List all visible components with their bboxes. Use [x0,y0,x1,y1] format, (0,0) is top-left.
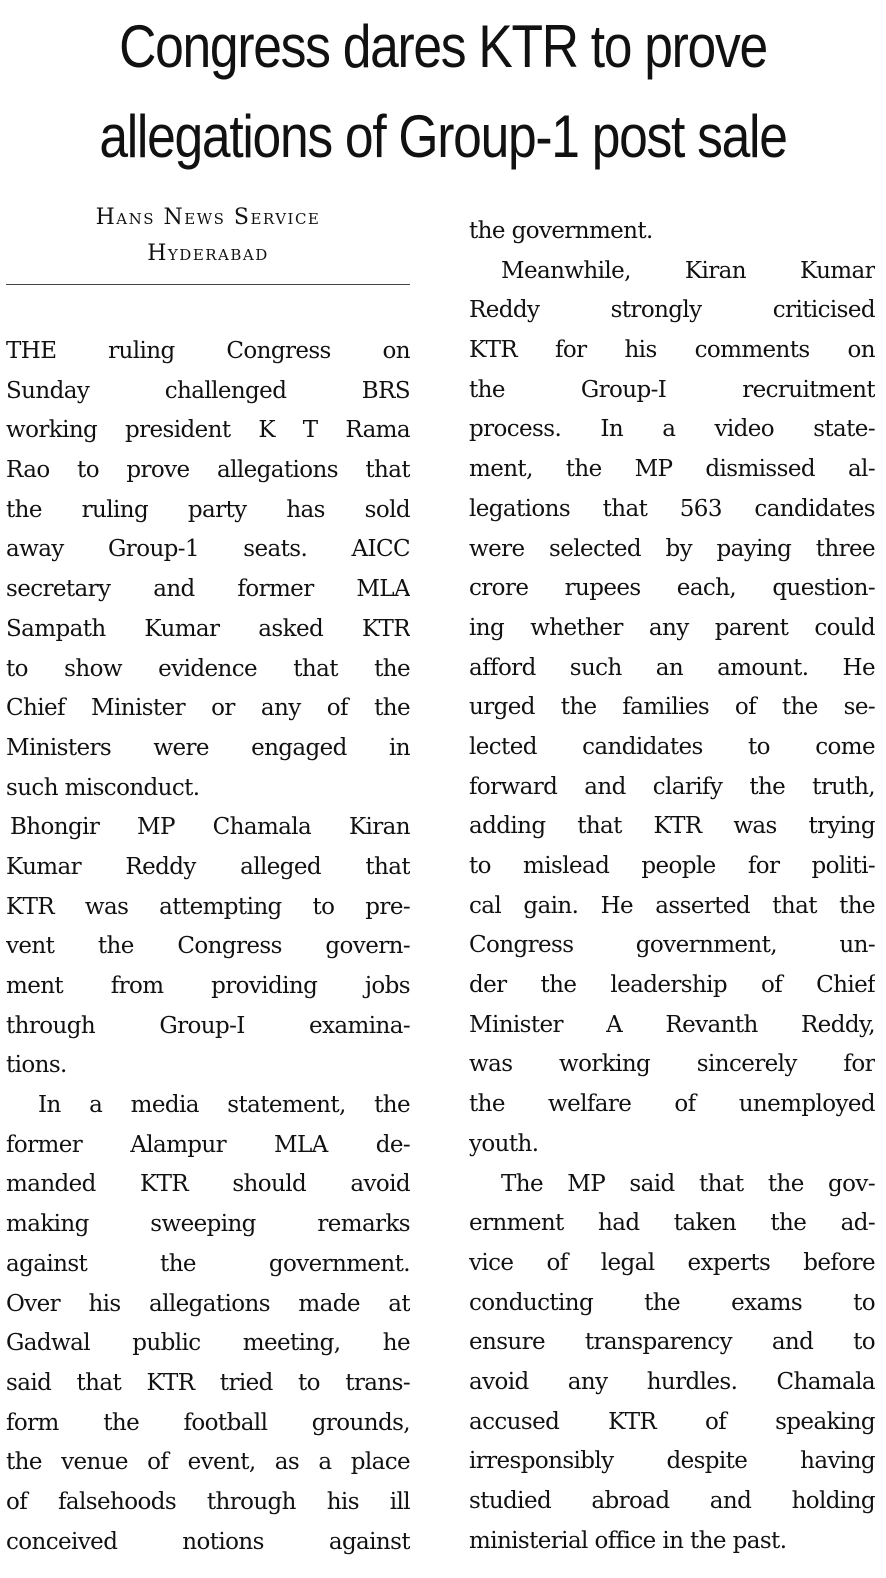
article-line: process. In a video state- [469,416,875,443]
article-line: legations that 563 candidates [469,495,875,522]
article-line: conceived notions against [6,1528,410,1555]
article-line: the government. [469,218,653,244]
article-line: cal gain. He asserted that the [469,892,875,919]
article-line: was working sincerely for [469,1051,875,1078]
article-line: afford such an amount. He [469,654,875,681]
article-line: were selected by paying three [469,535,875,562]
article-line: Ministers were engaged in [6,734,410,761]
article-line: ensure transparency and to [469,1329,875,1356]
article-line: youth. [469,1130,539,1157]
byline-divider [6,284,410,285]
article-line: through Group-I examina- [6,1012,410,1039]
article-line: Gadwal public meeting, he [6,1330,410,1357]
article-line: against the government. [6,1250,410,1277]
article-line: The MP said that the gov- [501,1170,875,1197]
article-line: Reddy strongly criticised [469,297,875,324]
article-line: crore rupees each, question- [469,575,875,602]
article-line: irresponsibly despite having [469,1448,875,1475]
article-line: working president K T Rama [6,417,410,444]
article-line: Over his allegations made at [6,1290,410,1317]
article-line: KTR for his comments on [469,337,875,364]
article-line: ministerial office in the past. [469,1527,787,1554]
article-line: forward and clarify the truth, [469,773,875,800]
article-line: tions. [6,1052,67,1079]
article-line: the venue of event, as a place [6,1449,410,1476]
byline-place: Hyderabad [147,241,269,266]
article-line: Rao to prove allegations that [6,457,410,484]
article-line: ernment had taken the ad- [469,1210,875,1237]
article-line: accused KTR of speaking [469,1408,875,1435]
article-line: the ruling party has sold [6,496,410,523]
article-line: ment, the MP dismissed al- [469,456,875,483]
article-line: studied abroad and holding [469,1488,875,1514]
article-line: of falsehoods through his ill [6,1488,410,1515]
article-line: to show evidence that the [6,655,410,682]
article-line: Sunday challenged BRS [6,377,410,404]
article-line: making sweeping remarks [6,1211,410,1238]
article-line: form the football grounds, [6,1409,410,1436]
byline-agency: Hans News Service [95,205,321,230]
headline [62,0,824,182]
article-line: the welfare of unemployed [469,1091,875,1118]
article-line: KTR was attempting to pre- [6,893,410,920]
article-line: THE ruling Congress on [6,338,410,364]
article-line: Meanwhile, Kiran Kumar [501,257,875,284]
article-line: avoid any hurdles. Chamala [469,1368,875,1395]
article-line: vent the Congress govern- [6,933,410,960]
article-line: ing whether any parent could [469,614,875,641]
article-line: adding that KTR was trying [469,813,875,840]
article-line: lected candidates to come [469,733,875,760]
article-left-column [6,332,410,1562]
article-line: to mislead people for politi- [469,853,875,879]
article-line: vice of legal experts before [469,1249,875,1276]
article-line: Kumar Reddy alleged that [6,853,410,880]
article-line: ment from providing jobs [6,973,410,999]
article-line: former Alampur MLA de- [6,1131,410,1158]
article-line: urged the families of the se- [469,694,875,721]
article-line: away Group-1 seats. AICC [6,536,410,563]
headline-line-2: allegations of Group-1 post sale [99,103,787,170]
byline [6,200,410,272]
article-line: said that KTR tried to trans- [6,1369,410,1396]
article-line: Minister A Revanth Reddy, [469,1011,875,1038]
article-line: der the leadership of Chief [469,972,875,999]
article-line: manded KTR should avoid [6,1171,410,1198]
article-line: conducting the exams to [469,1289,875,1316]
headline-line-1: Congress dares KTR to prove [119,13,767,80]
article-line: In a media statement, the [38,1092,410,1119]
article-line: Sampath Kumar asked KTR [6,615,410,642]
article-line: secretary and former MLA [6,576,410,603]
article-line: the Group-I recruitment [469,376,875,403]
article-line: Bhongir MP Chamala Kiran [10,814,410,841]
article-line: such misconduct. [6,774,200,801]
article-line: Chief Minister or any of the [6,695,410,722]
article-right-column [469,212,875,1561]
article-line: Congress government, un- [469,932,875,959]
